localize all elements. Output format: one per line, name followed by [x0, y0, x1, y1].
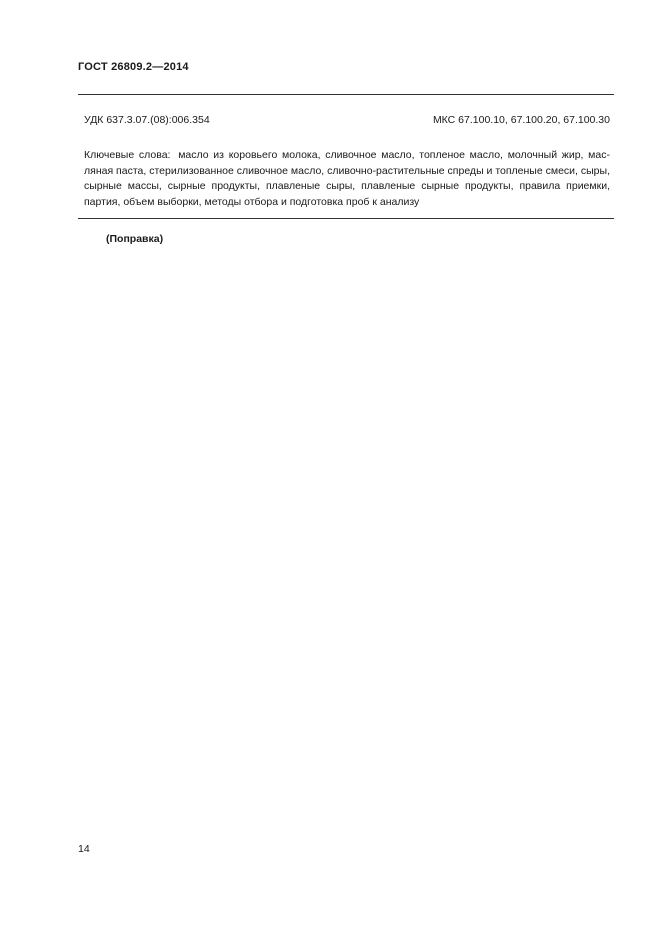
- correction-note: (Поправка): [106, 233, 164, 245]
- bottom-divider: [78, 218, 614, 219]
- mks-code: МКС 67.100.10, 67.100.20, 67.100.30: [432, 114, 610, 126]
- keywords-paragraph: [84, 148, 610, 210]
- udc-code: УДК 637.3.07.(08):006.354: [84, 114, 210, 126]
- page-number: 14: [78, 843, 90, 855]
- keywords-text: масло из коровьего молока, сливочное масло, топленое масло, молочный жир, масляная паста, стерилизованное сливочное масло, сливочно-растительные спреды и топленые смеси, сыры, сырные массы, сырные продукты, плавленые сыры, плавленые сырные продукты, правила приемки, партия, объем выборки, методы отбора и подготовка проб к анализу: [84, 149, 610, 208]
- document-standard-id: ГОСТ 26809.2—2014: [78, 61, 189, 73]
- top-divider: [78, 94, 614, 95]
- classification-row: [84, 114, 610, 126]
- keywords-label: Ключевые слова:: [84, 149, 171, 161]
